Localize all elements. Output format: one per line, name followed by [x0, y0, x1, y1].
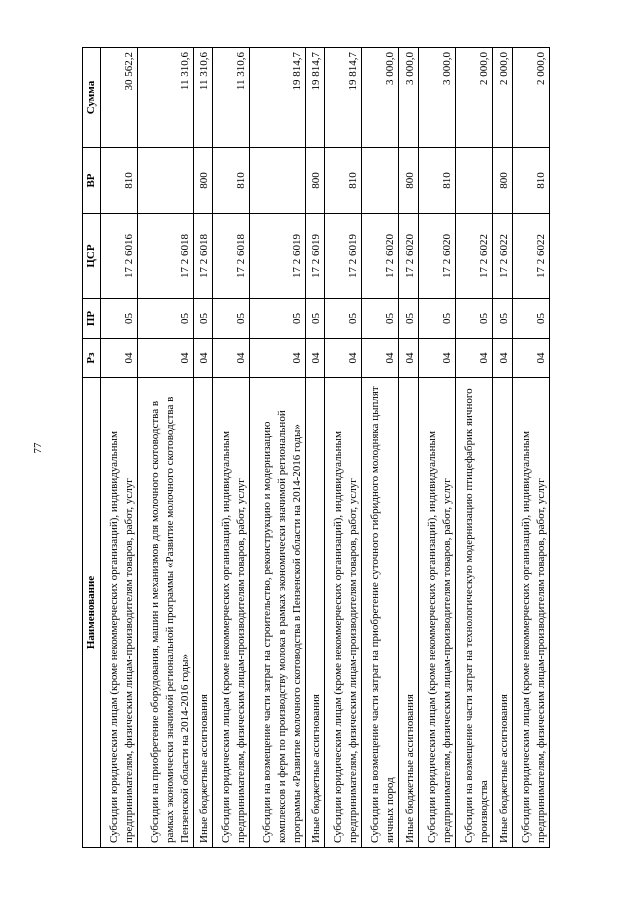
table-row: [101, 48, 138, 848]
cell-rz: 04: [512, 339, 549, 378]
table-row: [493, 48, 512, 848]
cell-vr: 810: [101, 148, 138, 214]
cell-csr: 17 2 6018: [138, 214, 193, 299]
budget-table: [82, 47, 550, 848]
cell-pr: 05: [418, 299, 455, 339]
cell-sum: 2 000,0: [493, 48, 512, 148]
page-number: 77: [32, 442, 44, 454]
table-row: [418, 48, 455, 848]
cell-vr: [250, 148, 305, 214]
cell-pr: 05: [212, 299, 249, 339]
cell-vr: 800: [305, 148, 324, 214]
cell-vr: 810: [212, 148, 249, 214]
rotated-page-content: [82, 48, 550, 848]
cell-rz: 04: [324, 339, 361, 378]
cell-csr: 17 2 6019: [324, 214, 361, 299]
cell-pr: 05: [305, 299, 324, 339]
header-pr: ПР: [83, 299, 101, 339]
cell-name: Субсидии юридическим лицам (кроме некоммерческих организаций), индивидуальным предпринимателям, физическим лицам-производителям товаров, работ, услуг: [512, 378, 549, 848]
cell-rz: 04: [456, 339, 493, 378]
cell-rz: 04: [362, 339, 399, 378]
cell-pr: 05: [399, 299, 418, 339]
cell-name: Иные бюджетные ассигнования: [493, 378, 512, 848]
table-row: [324, 48, 361, 848]
cell-vr: 800: [399, 148, 418, 214]
cell-sum: 11 310,6: [193, 48, 212, 148]
cell-rz: 04: [250, 339, 305, 378]
cell-rz: 04: [493, 339, 512, 378]
cell-pr: 05: [512, 299, 549, 339]
cell-name: Субсидии на возмещение части затрат на строительство, реконструкцию и модернизацию комплексов и ферм по производству молока в рамках экономически значимой региональной программы «Развитие молочного скотоводства в Пензенской области на 2014-2016 годы»: [250, 378, 305, 848]
cell-name: Субсидии юридическим лицам (кроме некоммерческих организаций), индивидуальным предпринимателям, физическим лицам-производителям товаров, работ, услуг: [324, 378, 361, 848]
cell-rz: 04: [193, 339, 212, 378]
cell-sum: 30 562,2: [101, 48, 138, 148]
table-header-row: [83, 48, 101, 848]
cell-name: Субсидии на возмещение части затрат на приобретение суточного гибридного молодняка цыплят яичных пород: [362, 378, 399, 848]
cell-rz: 04: [212, 339, 249, 378]
table-row: [512, 48, 549, 848]
cell-name: Субсидии юридическим лицам (кроме некоммерческих организаций), индивидуальным предпринимателям, физическим лицам-производителям товаров, работ, услуг: [101, 378, 138, 848]
cell-pr: 05: [324, 299, 361, 339]
cell-name: Иные бюджетные ассигнования: [399, 378, 418, 848]
cell-csr: 17 2 6022: [493, 214, 512, 299]
cell-sum: 3 000,0: [399, 48, 418, 148]
cell-pr: 05: [193, 299, 212, 339]
cell-sum: 19 814,7: [305, 48, 324, 148]
cell-sum: 11 310,6: [212, 48, 249, 148]
cell-csr: 17 2 6020: [362, 214, 399, 299]
cell-csr: 17 2 6019: [305, 214, 324, 299]
header-sum: Сумма: [83, 48, 101, 148]
cell-rz: 04: [101, 339, 138, 378]
cell-pr: 05: [101, 299, 138, 339]
cell-csr: 17 2 6018: [193, 214, 212, 299]
header-csr: ЦСР: [83, 214, 101, 299]
cell-vr: 800: [493, 148, 512, 214]
cell-sum: 2 000,0: [512, 48, 549, 148]
cell-sum: 11 310,6: [138, 48, 193, 148]
cell-name: Субсидии на приобретение оборудования, машин и механизмов для молочного скотоводства в рамках экономически значимой региональной программы «Развитие молочного скотоводства в Пензенской области на 2014-2016 годы»: [138, 378, 193, 848]
cell-csr: 17 2 6022: [456, 214, 493, 299]
table-row: [193, 48, 212, 848]
cell-name: Субсидии юридическим лицам (кроме некоммерческих организаций), индивидуальным предпринимателям, физическим лицам-производителям товаров, работ, услуг: [418, 378, 455, 848]
cell-sum: 3 000,0: [362, 48, 399, 148]
cell-vr: 810: [512, 148, 549, 214]
cell-name: Иные бюджетные ассигнования: [305, 378, 324, 848]
cell-vr: [138, 148, 193, 214]
cell-name: Субсидии на возмещение части затрат на технологическую модернизацию птицефабрик яичного производства: [456, 378, 493, 848]
cell-pr: 05: [456, 299, 493, 339]
cell-vr: 800: [193, 148, 212, 214]
table-row: [138, 48, 193, 848]
header-rz: Рз: [83, 339, 101, 378]
cell-pr: 05: [362, 299, 399, 339]
table-row: [456, 48, 493, 848]
cell-rz: 04: [305, 339, 324, 378]
cell-sum: 19 814,7: [324, 48, 361, 148]
table-row: [362, 48, 399, 848]
table-row: [305, 48, 324, 848]
cell-rz: 04: [399, 339, 418, 378]
header-name: Наименование: [83, 378, 101, 848]
cell-csr: 17 2 6022: [512, 214, 549, 299]
cell-name: Иные бюджетные ассигнования: [193, 378, 212, 848]
table-row: [250, 48, 305, 848]
cell-pr: 05: [250, 299, 305, 339]
cell-rz: 04: [138, 339, 193, 378]
cell-vr: [362, 148, 399, 214]
cell-pr: 05: [493, 299, 512, 339]
header-vr: ВР: [83, 148, 101, 214]
cell-vr: 810: [324, 148, 361, 214]
cell-csr: 17 2 6018: [212, 214, 249, 299]
cell-csr: 17 2 6020: [418, 214, 455, 299]
cell-csr: 17 2 6019: [250, 214, 305, 299]
cell-vr: 810: [418, 148, 455, 214]
cell-pr: 05: [138, 299, 193, 339]
cell-vr: [456, 148, 493, 214]
cell-csr: 17 2 6020: [399, 214, 418, 299]
cell-rz: 04: [418, 339, 455, 378]
cell-sum: 2 000,0: [456, 48, 493, 148]
cell-csr: 17 2 6016: [101, 214, 138, 299]
cell-name: Субсидии юридическим лицам (кроме некоммерческих организаций), индивидуальным предпринимателям, физическим лицам-производителям товаров, работ, услуг: [212, 378, 249, 848]
table-row: [212, 48, 249, 848]
table-row: [399, 48, 418, 848]
cell-sum: 3 000,0: [418, 48, 455, 148]
cell-sum: 19 814,7: [250, 48, 305, 148]
